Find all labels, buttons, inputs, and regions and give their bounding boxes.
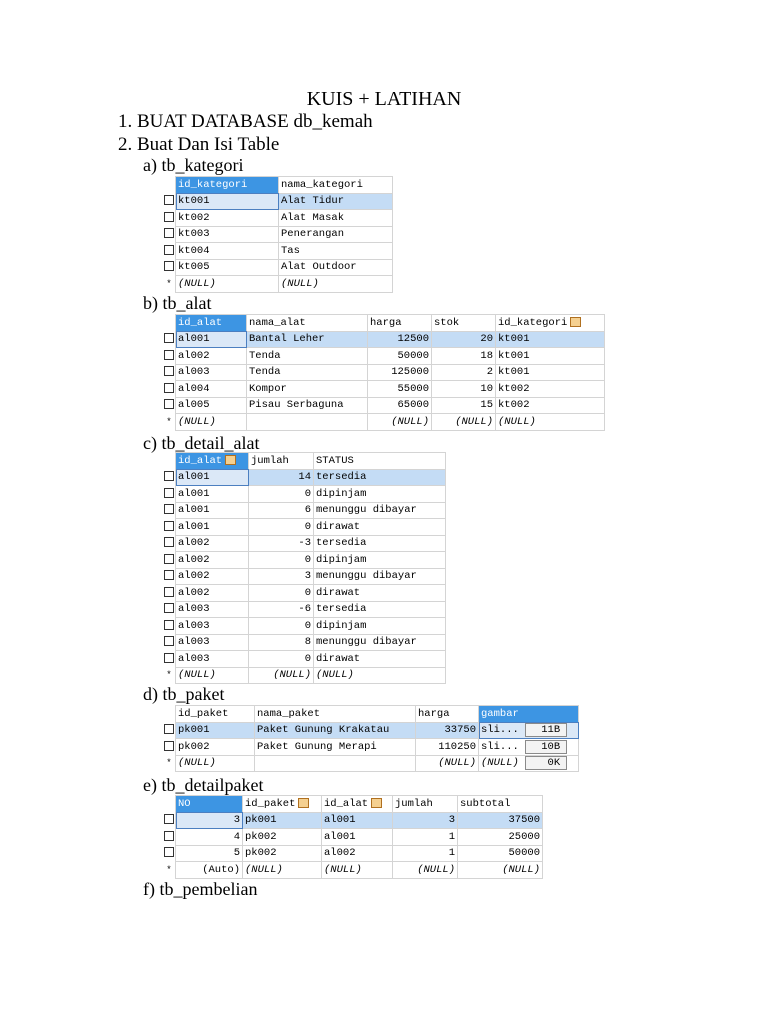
- table-row[interactable]: [163, 812, 543, 829]
- table-row[interactable]: [163, 601, 446, 618]
- tb-paket-grid: [163, 705, 579, 772]
- row-checkbox[interactable]: [164, 554, 174, 564]
- table-cell[interactable]: 0: [249, 552, 314, 569]
- column-header[interactable]: stok: [432, 315, 496, 332]
- header-row: [163, 796, 543, 813]
- row-checkbox[interactable]: [164, 741, 174, 751]
- table-row[interactable]: [163, 331, 605, 348]
- table-cell[interactable]: 2: [432, 364, 496, 381]
- tb-kategori-grid: [163, 176, 393, 293]
- column-header[interactable]: jumlah: [393, 796, 458, 813]
- row-checkbox[interactable]: [164, 814, 174, 824]
- table-cell[interactable]: al005: [176, 397, 247, 414]
- table-cell[interactable]: 6: [249, 502, 314, 519]
- header-row: [163, 453, 446, 470]
- column-header[interactable]: id_paket: [243, 796, 322, 813]
- header-row: [163, 177, 393, 194]
- table-cell[interactable]: -3: [249, 535, 314, 552]
- blob-cell[interactable]: sli... 10B: [479, 739, 579, 756]
- null-cell[interactable]: (NULL): [496, 414, 605, 431]
- blob-size-button[interactable]: 10B: [525, 740, 567, 754]
- table-cell[interactable]: pk002: [176, 739, 255, 756]
- table-cell[interactable]: 110250: [416, 739, 479, 756]
- column-header[interactable]: gambar: [479, 706, 579, 723]
- new-row-marker: *: [163, 276, 176, 293]
- table-cell[interactable]: kt003: [176, 226, 279, 243]
- new-row[interactable]: [163, 667, 446, 684]
- section-tb-detail-alat: c) tb_detail_alat: [143, 433, 260, 453]
- table-cell[interactable]: Alat Masak: [279, 210, 393, 227]
- new-row-marker: *: [163, 755, 176, 772]
- tb-alat-grid: [163, 314, 605, 431]
- table-row[interactable]: [163, 535, 446, 552]
- foreign-key-table-icon[interactable]: [298, 798, 309, 808]
- auto-cell[interactable]: (Auto): [176, 862, 243, 879]
- table-row[interactable]: [163, 651, 446, 668]
- table-cell[interactable]: 18: [432, 348, 496, 365]
- table-cell[interactable]: al002: [176, 348, 247, 365]
- column-header[interactable]: nama_paket: [255, 706, 416, 723]
- table-cell[interactable]: menunggu dibayar: [314, 502, 446, 519]
- table-row[interactable]: [163, 226, 393, 243]
- table-cell[interactable]: 1: [393, 829, 458, 846]
- table-cell[interactable]: al001: [176, 331, 247, 348]
- table-cell[interactable]: al002: [176, 552, 249, 569]
- table-cell[interactable]: al002: [176, 535, 249, 552]
- row-checkbox[interactable]: [164, 471, 174, 481]
- table-cell[interactable]: al003: [176, 634, 249, 651]
- table-cell[interactable]: dipinjam: [314, 552, 446, 569]
- table-cell[interactable]: 33750: [416, 722, 479, 739]
- new-row[interactable]: [163, 276, 393, 293]
- table-cell[interactable]: Alat Outdoor: [279, 259, 393, 276]
- table-cell[interactable]: 8: [249, 634, 314, 651]
- column-header[interactable]: subtotal: [458, 796, 543, 813]
- table-row[interactable]: [163, 381, 605, 398]
- row-checkbox[interactable]: [164, 636, 174, 646]
- tb-detailpaket-grid: [163, 795, 543, 879]
- table-cell[interactable]: 3: [176, 812, 243, 829]
- header-row: [163, 315, 605, 332]
- table-cell[interactable]: al003: [176, 601, 249, 618]
- row-checkbox[interactable]: [164, 383, 174, 393]
- row-checkbox[interactable]: [164, 261, 174, 271]
- table-cell[interactable]: 0: [249, 486, 314, 503]
- table-cell[interactable]: pk002: [243, 845, 322, 862]
- table-cell[interactable]: tersedia: [314, 601, 446, 618]
- table-row[interactable]: [163, 829, 543, 846]
- table-cell[interactable]: al001: [176, 486, 249, 503]
- table-cell[interactable]: dipinjam: [314, 486, 446, 503]
- null-cell[interactable]: (NULL): [176, 667, 249, 684]
- null-cell[interactable]: (NULL): [176, 414, 247, 431]
- row-checkbox[interactable]: [164, 504, 174, 514]
- table-cell[interactable]: 55000: [368, 381, 432, 398]
- row-checkbox[interactable]: [164, 228, 174, 238]
- row-checkbox[interactable]: [164, 847, 174, 857]
- table-cell[interactable]: 14: [249, 469, 314, 486]
- null-cell[interactable]: (NULL): [322, 862, 393, 879]
- null-cell[interactable]: (NULL): [176, 755, 255, 772]
- section-tb-kategori: a) tb_kategori: [143, 155, 244, 175]
- null-cell[interactable]: (NULL): [416, 755, 479, 772]
- tb-detail-alat-grid: [163, 452, 446, 684]
- row-checkbox[interactable]: [164, 620, 174, 630]
- table-cell[interactable]: al002: [322, 845, 393, 862]
- section-tb-alat: b) tb_alat: [143, 293, 212, 313]
- table-cell[interactable]: 0: [249, 618, 314, 635]
- row-checkbox[interactable]: [164, 488, 174, 498]
- table-cell[interactable]: kt001: [496, 348, 605, 365]
- header-row: [163, 706, 579, 723]
- null-cell[interactable]: (NULL): [314, 667, 446, 684]
- table-cell[interactable]: kt005: [176, 259, 279, 276]
- table-cell[interactable]: pk001: [243, 812, 322, 829]
- table-cell[interactable]: al004: [176, 381, 247, 398]
- table-row[interactable]: [163, 845, 543, 862]
- null-cell[interactable]: (NULL): [279, 276, 393, 293]
- table-row[interactable]: [163, 634, 446, 651]
- table-cell[interactable]: tersedia: [314, 469, 446, 486]
- table-cell[interactable]: dirawat: [314, 651, 446, 668]
- table-row[interactable]: [163, 519, 446, 536]
- row-checkbox[interactable]: [164, 195, 174, 205]
- table-cell[interactable]: 37500: [458, 812, 543, 829]
- table-cell[interactable]: Tenda: [247, 364, 368, 381]
- table-cell[interactable]: kt001: [176, 193, 279, 210]
- section-tb-detailpaket: e) tb_detailpaket: [143, 775, 264, 795]
- row-checkbox[interactable]: [164, 587, 174, 597]
- new-row-marker: *: [163, 667, 176, 684]
- table-cell[interactable]: al001: [176, 502, 249, 519]
- null-cell[interactable]: (NULL): [368, 414, 432, 431]
- table-cell[interactable]: kt002: [496, 397, 605, 414]
- table-cell[interactable]: al001: [176, 469, 249, 486]
- null-cell[interactable]: (NULL): [176, 276, 279, 293]
- table-cell[interactable]: al003: [176, 618, 249, 635]
- table-cell[interactable]: 1: [393, 845, 458, 862]
- row-checkbox[interactable]: [164, 603, 174, 613]
- table-cell[interactable]: al001: [176, 519, 249, 536]
- row-checkbox[interactable]: [164, 831, 174, 841]
- row-checkbox[interactable]: [164, 521, 174, 531]
- table-row[interactable]: [163, 469, 446, 486]
- null-cell[interactable]: (NULL): [458, 862, 543, 879]
- row-checkbox[interactable]: [164, 653, 174, 663]
- foreign-key-table-icon[interactable]: [371, 798, 382, 808]
- row-checkbox[interactable]: [164, 366, 174, 376]
- table-cell[interactable]: menunggu dibayar: [314, 634, 446, 651]
- null-cell[interactable]: (NULL): [393, 862, 458, 879]
- table-cell[interactable]: Kompor: [247, 381, 368, 398]
- table-cell[interactable]: 12500: [368, 331, 432, 348]
- column-header[interactable]: id_alat: [322, 796, 393, 813]
- new-row-marker: *: [163, 862, 176, 879]
- table-cell[interactable]: al002: [176, 585, 249, 602]
- page-title: KUIS + LATIHAN: [306, 88, 462, 110]
- table-cell[interactable]: dipinjam: [314, 618, 446, 635]
- column-header[interactable]: nama_alat: [247, 315, 368, 332]
- row-checkbox[interactable]: [164, 537, 174, 547]
- table-cell[interactable]: 65000: [368, 397, 432, 414]
- column-header[interactable]: nama_kategori: [279, 177, 393, 194]
- step-create-database: 1. BUAT DATABASE db_kemah: [118, 111, 373, 132]
- table-cell[interactable]: 125000: [368, 364, 432, 381]
- table-row[interactable]: [163, 364, 605, 381]
- table-cell[interactable]: Tas: [279, 243, 393, 260]
- blob-size-button[interactable]: 0K: [525, 756, 567, 770]
- table-row[interactable]: [163, 502, 446, 519]
- table-row[interactable]: [163, 568, 446, 585]
- table-cell[interactable]: 0: [249, 585, 314, 602]
- table-cell[interactable]: pk002: [243, 829, 322, 846]
- section-tb-paket: d) tb_paket: [143, 684, 225, 704]
- table-cell[interactable]: Paket Gunung Krakatau: [255, 722, 416, 739]
- step-create-tables: 2. Buat Dan Isi Table: [118, 134, 280, 155]
- table-row[interactable]: [163, 397, 605, 414]
- new-row[interactable]: [163, 862, 543, 879]
- table-row[interactable]: [163, 243, 393, 260]
- table-cell[interactable]: tersedia: [314, 535, 446, 552]
- table-cell[interactable]: Paket Gunung Merapi: [255, 739, 416, 756]
- column-header[interactable]: harga: [416, 706, 479, 723]
- blob-cell[interactable]: (NULL) 0K: [479, 755, 579, 772]
- table-cell[interactable]: al001: [322, 812, 393, 829]
- table-cell[interactable]: kt002: [176, 210, 279, 227]
- table-cell[interactable]: 0: [249, 651, 314, 668]
- table-row[interactable]: [163, 486, 446, 503]
- table-cell[interactable]: 3: [249, 568, 314, 585]
- table-cell[interactable]: al003: [176, 651, 249, 668]
- table-cell[interactable]: 15: [432, 397, 496, 414]
- table-cell[interactable]: dirawat: [314, 585, 446, 602]
- table-cell[interactable]: 5: [176, 845, 243, 862]
- table-row[interactable]: [163, 348, 605, 365]
- table-cell[interactable]: Tenda: [247, 348, 368, 365]
- table-cell[interactable]: 3: [393, 812, 458, 829]
- table-cell[interactable]: 50000: [458, 845, 543, 862]
- foreign-key-table-icon[interactable]: [225, 455, 236, 465]
- table-row[interactable]: [163, 585, 446, 602]
- row-checkbox[interactable]: [164, 724, 174, 734]
- table-row[interactable]: [163, 722, 579, 739]
- new-row-marker: *: [163, 414, 176, 431]
- column-header[interactable]: id_alat: [176, 453, 249, 470]
- column-header[interactable]: STATUS: [314, 453, 446, 470]
- table-cell[interactable]: 4: [176, 829, 243, 846]
- table-cell[interactable]: 20: [432, 331, 496, 348]
- table-cell[interactable]: kt004: [176, 243, 279, 260]
- table-cell[interactable]: kt002: [496, 381, 605, 398]
- table-cell[interactable]: -6: [249, 601, 314, 618]
- row-checkbox[interactable]: [164, 333, 174, 343]
- table-cell[interactable]: pk001: [176, 722, 255, 739]
- row-checkbox[interactable]: [164, 570, 174, 580]
- new-row[interactable]: [163, 755, 579, 772]
- table-cell[interactable]: kt001: [496, 364, 605, 381]
- table-cell[interactable]: Bantal Leher: [247, 331, 368, 348]
- table-cell[interactable]: al001: [322, 829, 393, 846]
- row-checkbox[interactable]: [164, 212, 174, 222]
- table-cell[interactable]: kt001: [496, 331, 605, 348]
- null-cell[interactable]: (NULL): [243, 862, 322, 879]
- null-cell[interactable]: (NULL): [249, 667, 314, 684]
- row-checkbox[interactable]: [164, 399, 174, 409]
- row-checkbox[interactable]: [164, 245, 174, 255]
- column-header[interactable]: id_paket: [176, 706, 255, 723]
- foreign-key-table-icon[interactable]: [570, 317, 581, 327]
- column-header[interactable]: harga: [368, 315, 432, 332]
- column-header[interactable]: NO: [176, 796, 243, 813]
- table-row[interactable]: [163, 193, 393, 210]
- table-cell[interactable]: dirawat: [314, 519, 446, 536]
- column-header[interactable]: id_alat: [176, 315, 247, 332]
- table-row[interactable]: [163, 739, 579, 756]
- table-cell[interactable]: Pisau Serbaguna: [247, 397, 368, 414]
- table-cell[interactable]: al002: [176, 568, 249, 585]
- column-header[interactable]: jumlah: [249, 453, 314, 470]
- section-tb-pembelian: f) tb_pembelian: [143, 879, 258, 899]
- blob-size-button[interactable]: 11B: [525, 723, 567, 737]
- table-row[interactable]: [163, 259, 393, 276]
- table-row[interactable]: [163, 552, 446, 569]
- table-cell[interactable]: 0: [249, 519, 314, 536]
- blob-cell[interactable]: sli... 11B: [479, 722, 579, 739]
- new-row[interactable]: [163, 414, 605, 431]
- column-header[interactable]: id_kategori: [176, 177, 279, 194]
- table-cell[interactable]: menunggu dibayar: [314, 568, 446, 585]
- table-cell[interactable]: 25000: [458, 829, 543, 846]
- table-cell[interactable]: Penerangan: [279, 226, 393, 243]
- table-row[interactable]: [163, 618, 446, 635]
- table-cell[interactable]: Alat Tidur: [279, 193, 393, 210]
- column-header[interactable]: id_kategori: [496, 315, 605, 332]
- table-cell[interactable]: 10: [432, 381, 496, 398]
- row-checkbox[interactable]: [164, 350, 174, 360]
- table-cell[interactable]: al003: [176, 364, 247, 381]
- table-row[interactable]: [163, 210, 393, 227]
- table-cell[interactable]: 50000: [368, 348, 432, 365]
- null-cell[interactable]: (NULL): [432, 414, 496, 431]
